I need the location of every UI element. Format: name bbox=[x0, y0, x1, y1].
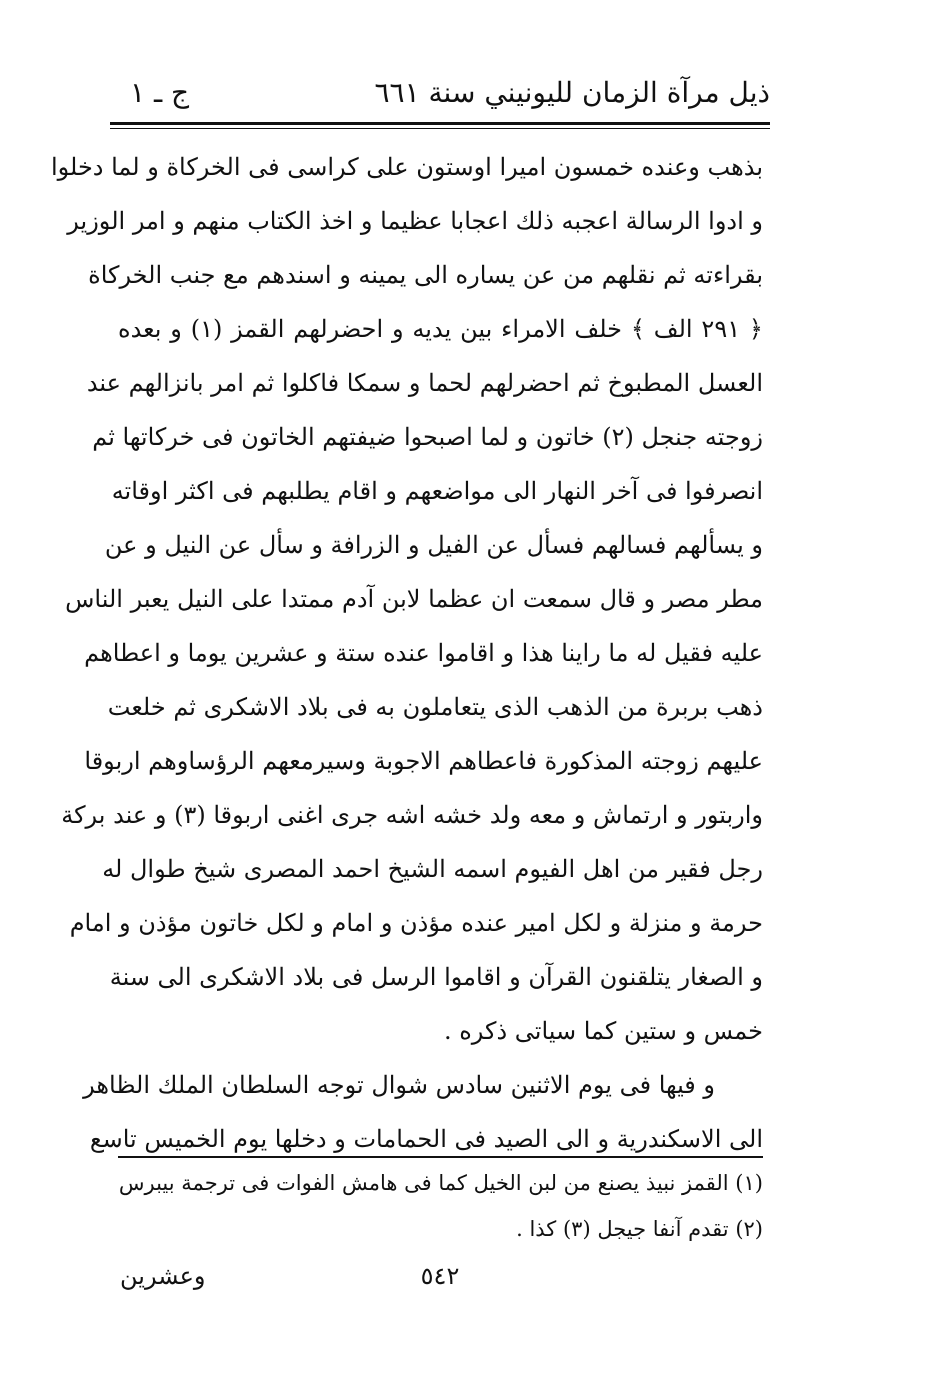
text-line: العسل المطبوخ ثم احضرلهم لحما و سمكا فاكلوا ثم امر بانزالهم عند bbox=[86, 369, 763, 397]
text-line: و الصغار يتلقنون القرآن و اقاموا الرسل فى بلاد الاشكرى الى سنة bbox=[109, 963, 763, 991]
text-line: واربتور و ارتماش و معه ولد خشه اشه جرى اغنى اربوقا (٣) و عند بركة bbox=[61, 801, 763, 829]
text-line: و يسألهم فسالهم فسأل عن الفيل و الزرافة و سأل عن النيل و عن bbox=[104, 531, 763, 559]
text-line: بذهب وعنده خمسون اميرا اوستون على كراسى فى الخركاة و لما دخلوا bbox=[50, 153, 763, 181]
page-number: ٥٤٢ bbox=[420, 1262, 460, 1290]
paragraph-line: الى الاسكندرية و الى الصيد فى الحمامات و دخلها يوم الخميس تاسع bbox=[89, 1125, 763, 1153]
text-line: زوجته جنجل (٢) خاتون و لما اصبحوا ضيفتهم الخاتون فى خركاتها ثم bbox=[92, 423, 763, 451]
text-line: رجل فقير من اهل الفيوم اسمه الشيخ احمد المصرى شيخ طوال له bbox=[102, 855, 763, 883]
running-title: ذيل مرآة الزمان لليونيني سنة ٦٦١ bbox=[374, 76, 770, 109]
footnote: (٢) تقدم آنفا جيجل (٣) كذا . bbox=[516, 1217, 763, 1241]
text-line: عليه فقيل له ما راينا هذا و اقاموا عنده ستة و عشرين يوما و اعطاهم bbox=[84, 639, 763, 667]
text-line: مطر مصر و قال سمعت ان عظما لابن آدم ممتدا على النيل يعبر الناس bbox=[65, 585, 763, 613]
main-text bbox=[50, 140, 763, 1166]
running-header bbox=[110, 68, 770, 118]
text-line: بقراءته ثم نقلهم من عن يساره الى يمينه و اسندهم مع جنب الخركاة bbox=[88, 261, 763, 289]
text-line: انصرفوا فى آخر النهار الى مواضعهم و اقام يطلبهم فى اكثر اوقاته bbox=[111, 477, 763, 505]
text-line: و ادوا الرسالة اعجبه ذلك اعجابا عظيما و اخذ الكتاب منهم و امر الوزير bbox=[67, 207, 763, 235]
text-line: ﴿ ٢٩١ الف ﴾ خلف الامراء بين يديه و احضرلهم القمز (١) و بعده bbox=[118, 315, 763, 343]
footnotes bbox=[118, 1160, 763, 1252]
paragraph-line: و فيها فى يوم الاثنين سادس شوال توجه السلطان الملك الظاهر bbox=[83, 1071, 715, 1099]
header-rule-thin bbox=[110, 128, 770, 129]
catchword: وعشرين bbox=[120, 1262, 206, 1290]
footnote-rule bbox=[118, 1156, 763, 1158]
volume-label: ج ـ ١ bbox=[130, 76, 190, 109]
text-line: خمس و ستين كما سياتى ذكره . bbox=[443, 1017, 763, 1045]
header-rule-thick bbox=[110, 122, 770, 125]
text-line: حرمة و منزلة و لكل امير عنده مؤذن و امام و لكل خاتون مؤذن و امام bbox=[69, 909, 763, 937]
text-line: ذهب بربرة من الذهب الذى يتعاملون به فى بلاد الاشكرى ثم خلعت bbox=[107, 693, 763, 721]
text-line: عليهم زوجته المذكورة فاعطاهم الاجوبة وسيرمعهم الرؤساوهم اربوقا bbox=[84, 747, 763, 775]
footnote: (١) القمز نبيذ يصنع من لبن الخيل كما فى هامش الفوات فى ترجمة بيبرس bbox=[118, 1171, 763, 1195]
